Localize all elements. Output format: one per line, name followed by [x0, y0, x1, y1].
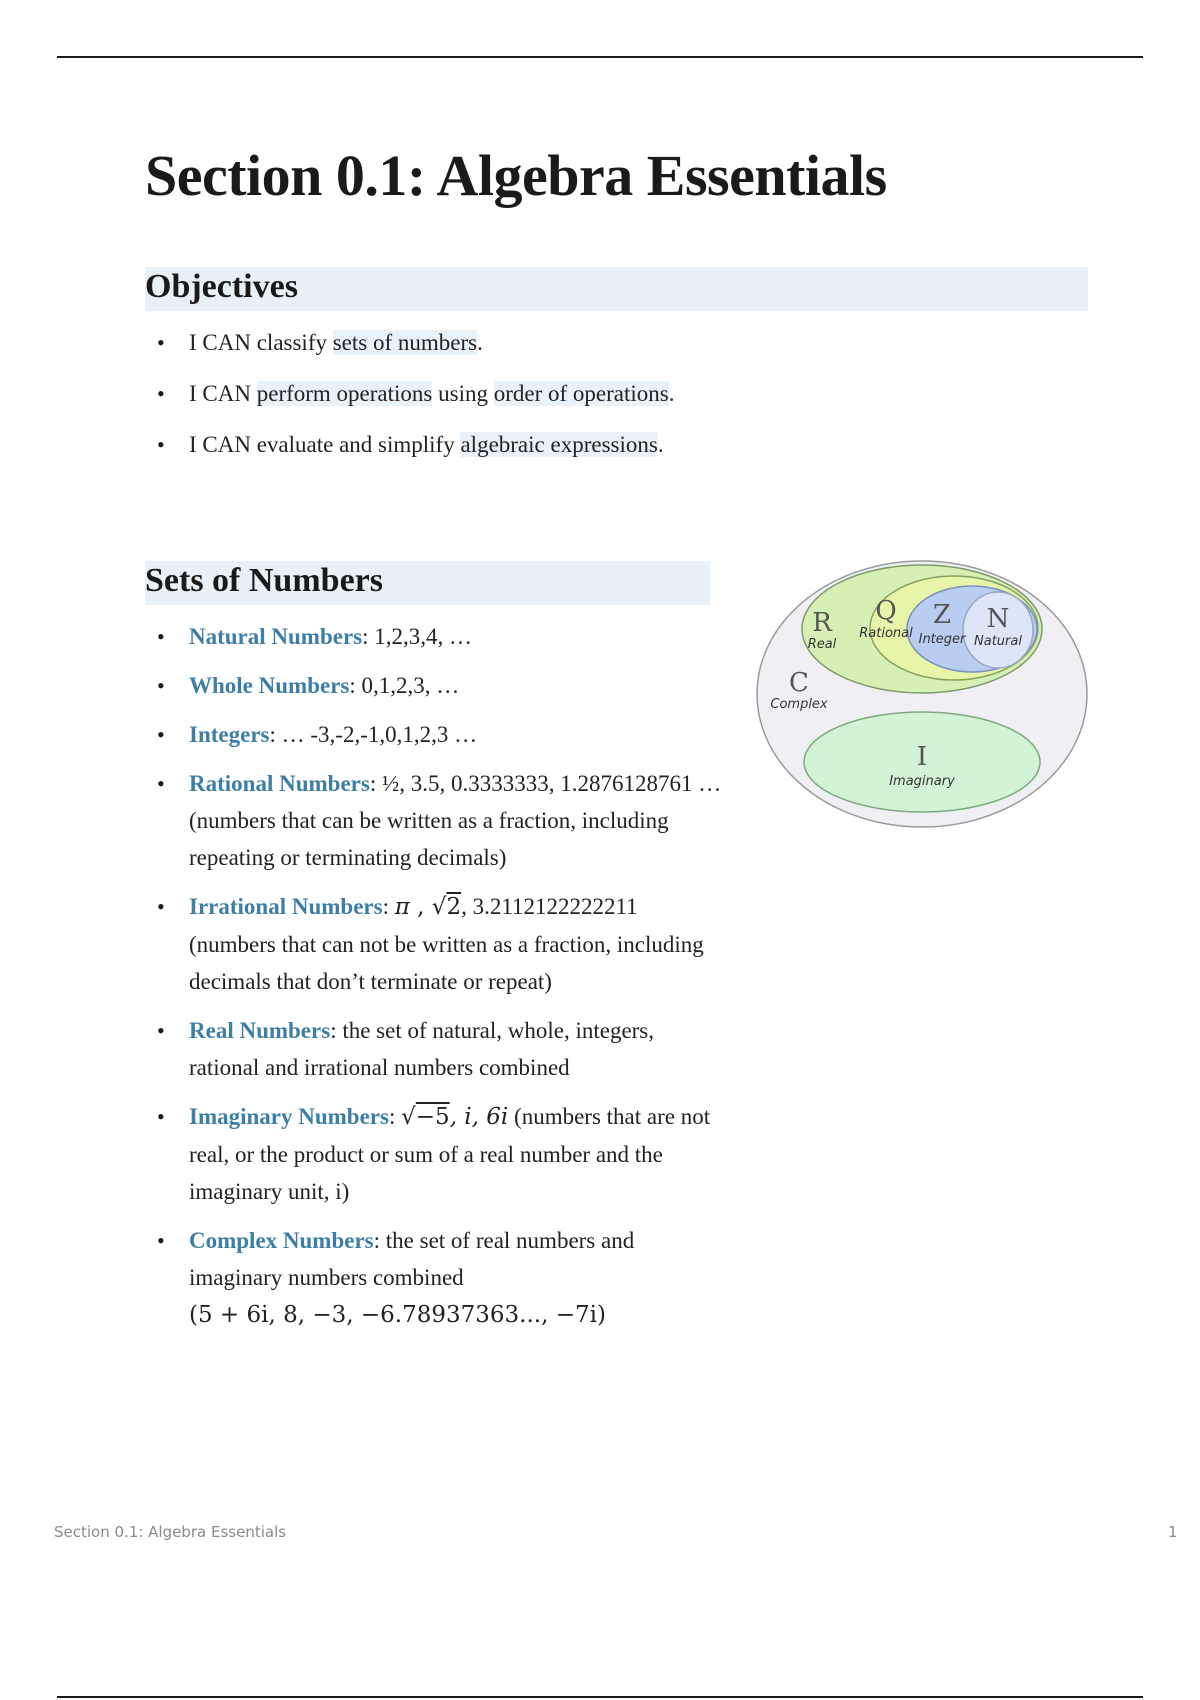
complex-examples: (5 + 6i, 8, −3, −6.78937363..., −7i): [189, 1302, 606, 1328]
objective-item-3: • I CAN evaluate and simplify algebraic expressions.: [157, 426, 1057, 463]
natural-label: Natural: [974, 634, 1022, 649]
set-item-real: • Real Numbers: the set of natural, whole, integers, rational and irrational numbers combined: [157, 1012, 727, 1086]
set-item-integers: • Integers: … -3,-2,-1,0,1,2,3 …: [157, 716, 727, 753]
page-number: 1: [1168, 1523, 1178, 1541]
rational-letter: Q: [875, 596, 897, 626]
imaginary-letter: I: [916, 742, 928, 772]
set-term: Complex Numbers: [189, 1228, 374, 1253]
set-term: Real Numbers: [189, 1018, 331, 1043]
natural-letter: N: [986, 604, 1010, 634]
set-item-irrational: • Irrational Numbers: π , √2, 3.2112122222211 (numbers that can not be written as a fraction, including decimals that don’t terminate or repeat): [157, 888, 727, 1000]
objectives-list: [157, 324, 1057, 477]
set-term: Imaginary Numbers: [189, 1104, 389, 1129]
set-term: Integers: [189, 722, 270, 747]
set-item-imaginary: • Imaginary Numbers: √−5, i, 6i (numbers that are not real, or the product or sum of a real number and the imaginary unit, i): [157, 1098, 727, 1210]
objective-item-1: • I CAN classify sets of numbers.: [157, 324, 1057, 361]
objectives-heading: Objectives: [145, 268, 298, 305]
set-term: Rational Numbers: [189, 771, 370, 796]
set-item-natural: • Natural Numbers: 1,2,3,4, …: [157, 618, 727, 655]
rational-label: Rational: [859, 626, 913, 641]
footer-title: Section 0.1: Algebra Essentials: [54, 1523, 287, 1541]
top-rule: [57, 56, 1143, 58]
imaginary-label: Imaginary: [889, 774, 955, 789]
page-title: Section 0.1: Algebra Essentials: [145, 143, 887, 208]
complex-label: Complex: [770, 697, 828, 712]
integer-label: Integer: [918, 632, 966, 647]
set-term: Natural Numbers: [189, 624, 363, 649]
set-item-whole: • Whole Numbers: 0,1,2,3, …: [157, 667, 727, 704]
set-item-complex: • Complex Numbers: the set of real numbers and imaginary numbers combined (5 + 6i, 8, −3, −6.78937363..., −7i): [157, 1222, 727, 1334]
set-item-rational: • Rational Numbers: ½, 3.5, 0.3333333, 1.2876128761 … (numbers that can be written as a fraction, including repeating or terminating decimals): [157, 765, 727, 876]
number-sets-venn-diagram: [752, 557, 1092, 832]
objective-item-2: • I CAN perform operations using order of operations.: [157, 375, 1057, 412]
complex-letter: C: [789, 668, 809, 698]
real-letter: R: [812, 608, 832, 638]
sets-list: [157, 618, 727, 1346]
sets-of-numbers-heading: Sets of Numbers: [145, 562, 383, 599]
real-label: Real: [807, 637, 837, 652]
integer-letter: Z: [932, 600, 952, 630]
set-term: Irrational Numbers: [189, 894, 383, 919]
set-term: Whole Numbers: [189, 673, 350, 698]
bottom-rule: [57, 1696, 1143, 1698]
